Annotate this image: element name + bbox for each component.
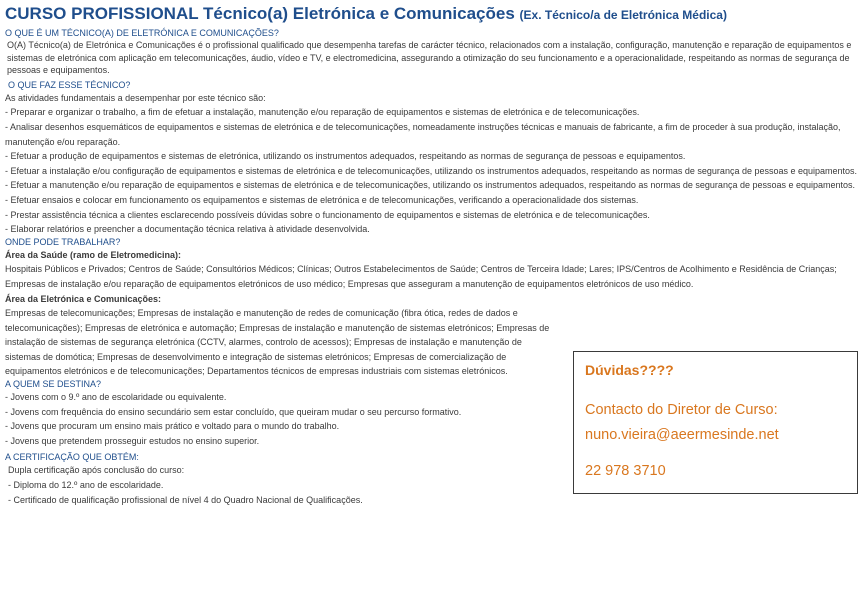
activities-list: [5, 105, 860, 236]
section-heading-what-is: O QUE É UM TÉCNICO(A) DE ELETRÓNICA E COMUNICAÇÕES?: [5, 28, 279, 38]
health-area-text: Hospitais Públicos e Privados; Centros de Saúde; Consultórios Médicos; Clínicas; Outros Estabelecimentos de Saúde; Centros de Terceira Idade; Lares; IPS/Centros de Acolhimento e Residência de Crianças; Empresas de instalação e/ou reparação de equipamentos eletrónicos de uso médico; Empresas que asseguram a manutenção de equipamentos eletrónicos de uso médico.: [5, 264, 837, 289]
contact-label: Contacto do Diretor de Curso:: [585, 402, 778, 418]
list-item: - Diploma do 12.º ano de escolaridade.: [8, 480, 164, 491]
page-title: [5, 4, 860, 24]
contact-phone: 22 978 3710: [585, 463, 666, 479]
activities-intro: As atividades fundamentais a desempenhar por este técnico são:: [5, 92, 266, 103]
list-item: - Efetuar a manutenção e/ou reparação de equipamentos e sistemas de eletrónica e de telecomunicações, utilizando os instrumentos adequados, respeitando as normas de segurança de pessoas e equipamentos.: [5, 180, 856, 191]
electronics-area-title: Área da Eletrónica e Comunicações:: [5, 293, 162, 304]
health-area-title: Área da Saúde (ramo de Eletromedicina):: [5, 249, 182, 260]
course-title: CURSO PROFISSIONAL Técnico(a) Eletrónica e Comunicações: [5, 4, 515, 23]
contact-box: [573, 351, 858, 494]
list-item: - Jovens com frequência do ensino secundário sem estar concluído, que queiram mudar o seu percurso formativo.: [5, 406, 462, 417]
certification-intro: Dupla certificação após conclusão do curso:: [8, 465, 185, 476]
electronics-area-text: Empresas de telecomunicações; Empresas de instalação e manutenção de redes de comunicação (fibra ótica, redes de dados e telecomunicações); Empresas de eletrónica e automação; Empresas de instalação e manutenção de sistemas eletrónicos; Empresas de instalação de sistemas de segurança eletrónica (CCTV, alarmes, controlo de acessos); Empresas de instalação e manutenção de sistemas de domótica; Empresas de desenvolvimento e integração de sistemas eletrónicos; Empresas de comercialização de equipamentos eletrónicos e de telecomunicações; Departamentos técnicos de empresas industriais com sistemas eletrónicos.: [5, 308, 550, 377]
list-item: - Efetuar a produção de equipamentos e sistemas de eletrónica, utilizando os instrumentos adequados, respeitando as normas de segurança de pessoas e equipamentos.: [5, 151, 686, 162]
list-item: - Jovens que procuram um ensino mais prático e voltado para o mundo do trabalho.: [5, 421, 340, 432]
list-item: - Efetuar a instalação e/ou configuração de equipamentos e sistemas de eletrónica e de telecomunicações, utilizando os instrumentos adequados, respeitando as normas de segurança de pessoas e equipamentos.: [5, 165, 858, 176]
questions-heading: Dúvidas????: [585, 362, 674, 378]
course-subtitle: (Ex. Técnico/a de Eletrónica Médica): [519, 8, 727, 22]
list-item: - Jovens com o 9.º ano de escolaridade ou equivalente.: [5, 392, 227, 403]
list-item: - Jovens que pretendem prosseguir estudos no ensino superior.: [5, 435, 260, 446]
list-item: - Certificado de qualificação profissional de nível 4 do Quadro Nacional de Qualificações.: [8, 494, 363, 505]
list-item: - Elaborar relatórios e preencher a documentação técnica relativa à atividade desenvolvida.: [5, 224, 370, 235]
section-heading-certification: A CERTIFICAÇÃO QUE OBTÉM:: [5, 452, 139, 463]
section-heading-target: A QUEM SE DESTINA?: [5, 379, 102, 390]
list-item: - Preparar e organizar o trabalho, a fim de efetuar a instalação, manutenção e/ou reparação de equipamentos e sistemas de eletrónica e de telecomunicações.: [5, 107, 640, 118]
section-text-what-is: O(A) Técnico(a) de Eletrónica e Comunicações é o profissional qualificado que desempenha tarefas de carácter técnico, relacionados com a instalação, configuração, manutenção e reparação de equipamentos e sistemas de eletrónica com aplicação em telecomunicações, áudio, vídeo e TV, e electromedicina, assegurando a otimização do seu funcionamento e a operacionalidade, respeitando as normas de segurança de pessoas e equipamentos.: [7, 40, 852, 76]
list-item: - Prestar assistência técnica a clientes esclarecendo possíveis dúvidas sobre o funcionamento de equipamentos e sistemas de eletrónica e de telecomunicações.: [5, 209, 650, 220]
list-item: - Efetuar ensaios e colocar em funcionamento os equipamentos e sistemas de eletrónica e de telecomunicações, verificando a operacionalidade dos sistemas.: [5, 194, 639, 205]
section-heading-what-does: O QUE FAZ ESSE TÉCNICO?: [8, 79, 131, 90]
contact-email[interactable]: nuno.vieira@aeermesinde.net: [585, 427, 779, 443]
section-heading-where-work: ONDE PODE TRABALHAR?: [5, 236, 121, 247]
list-item: - Analisar desenhos esquemáticos de equipamentos e sistemas de eletrónica e de telecomunicações, nomeadamente instruções técnicas e manuais de fabricante, a fim de proceder à sua produção, instalação, manutenção e/ou reparação.: [5, 121, 841, 147]
